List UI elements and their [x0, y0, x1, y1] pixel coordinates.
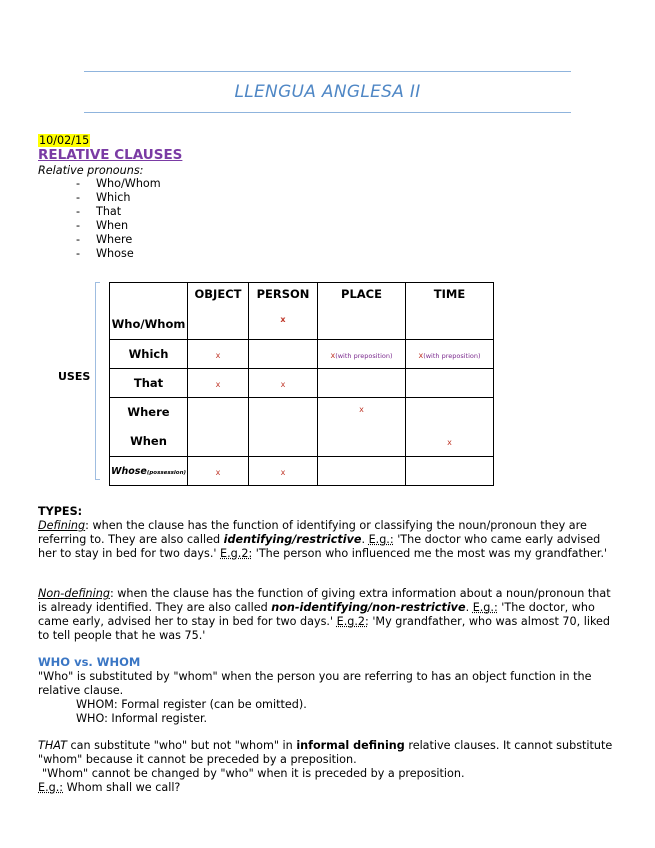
table-row	[110, 369, 494, 398]
with-preposition-note: x(with preposition)	[330, 350, 393, 360]
cell	[318, 457, 406, 486]
whom-register-line: WHOM: Formal register (can be omitted).	[76, 698, 307, 711]
cell	[406, 369, 494, 398]
who-whom-paragraph: "Who" is substituted by "whom" when the person you are referring to has an object function in the relative clause.	[38, 670, 592, 697]
mark-icon: x	[359, 405, 364, 414]
uses-label: USES	[58, 370, 91, 383]
row-label-whose: Whose(possession)	[110, 457, 188, 486]
mark-icon: x	[447, 438, 452, 447]
table-row	[110, 340, 494, 369]
types-label: TYPES:	[38, 505, 83, 518]
list-item: - That	[76, 205, 122, 218]
who-register-line: WHO: Informal register.	[76, 712, 208, 725]
section-title: RELATIVE CLAUSES	[38, 147, 183, 163]
whom-preposition-line: "Whom" cannot be changed by "who" when it is preceded by a preposition.	[42, 767, 465, 780]
cell	[318, 398, 406, 457]
header-rule-top	[84, 71, 571, 72]
cell	[249, 369, 318, 398]
mark-icon: x	[280, 315, 286, 324]
cell	[249, 340, 318, 369]
document-title: LLENGUA ANGLESA II	[234, 82, 421, 102]
cell	[249, 457, 318, 486]
cell	[318, 340, 406, 369]
pronouns-label: Relative pronouns:	[38, 164, 144, 177]
col-header-time: TIME	[406, 283, 494, 340]
col-header-object: OBJECT	[188, 283, 249, 340]
cell	[406, 398, 494, 457]
row-label-which: Which	[110, 340, 188, 369]
mark-icon: x	[215, 467, 221, 477]
cell	[406, 457, 494, 486]
row-label-where-when	[110, 398, 188, 457]
mark-icon: x	[280, 467, 286, 477]
list-item: - When	[76, 219, 129, 232]
defining-paragraph: Defining: when the clause has the function of identifying or classifying the noun/pronoun they are referring to. They are also called identifying/restrictive. E.g.: 'The doctor who came early advised her to stay in bed for two days.' E.g.2: 'The person who influenced me the most was my grandfather.'	[38, 519, 608, 560]
cell	[188, 340, 249, 369]
uses-bracket	[95, 282, 100, 480]
table-row	[110, 283, 494, 340]
row-label-where: Where	[127, 405, 170, 419]
table-row	[110, 398, 494, 457]
cell	[188, 369, 249, 398]
row-label-when: When	[130, 434, 167, 448]
col-header-place: PLACE	[318, 283, 406, 340]
list-item: - Where	[76, 233, 133, 246]
cell	[318, 369, 406, 398]
mark-icon: x	[280, 379, 286, 389]
header-rule-bottom	[84, 112, 571, 113]
with-preposition-note: x(with preposition)	[418, 350, 481, 360]
cell	[188, 457, 249, 486]
that-paragraph: THAT can substitute "who" but not "whom" in informal defining relative clauses. It cannot substitute "whom" because it cannot be preceded by a preposition.	[38, 739, 613, 766]
mark-icon: x	[215, 379, 221, 389]
non-defining-paragraph: Non-defining: when the clause has the function of giving extra information about a noun/pronoun that is already identified. They are also called non-identifying/non-restrictive. E.g.: 'The doctor, who came early, advised her to stay in bed for two days.' E.g.2: 'My grandfather, who was almost 70, liked to tell people that he was 75.'	[38, 587, 611, 642]
table-row	[110, 457, 494, 486]
col-header-person: PERSON x	[249, 283, 318, 340]
cell	[249, 398, 318, 457]
list-item: - Which	[76, 191, 131, 204]
date-highlight: 10/02/15	[39, 134, 90, 147]
mark-icon: x	[215, 350, 221, 360]
cell	[406, 340, 494, 369]
list-item: - Who/Whom	[76, 177, 161, 190]
uses-table	[109, 282, 494, 486]
who-whom-heading: WHO vs. WHOM	[38, 655, 141, 669]
example-line: E.g.: Whom shall we call?	[38, 781, 181, 794]
row-label-whowhom: Who/Whom	[110, 283, 188, 340]
pronoun-list	[76, 177, 161, 261]
row-label-that: That	[110, 369, 188, 398]
list-item: - Whose	[76, 247, 134, 260]
cell	[188, 398, 249, 457]
